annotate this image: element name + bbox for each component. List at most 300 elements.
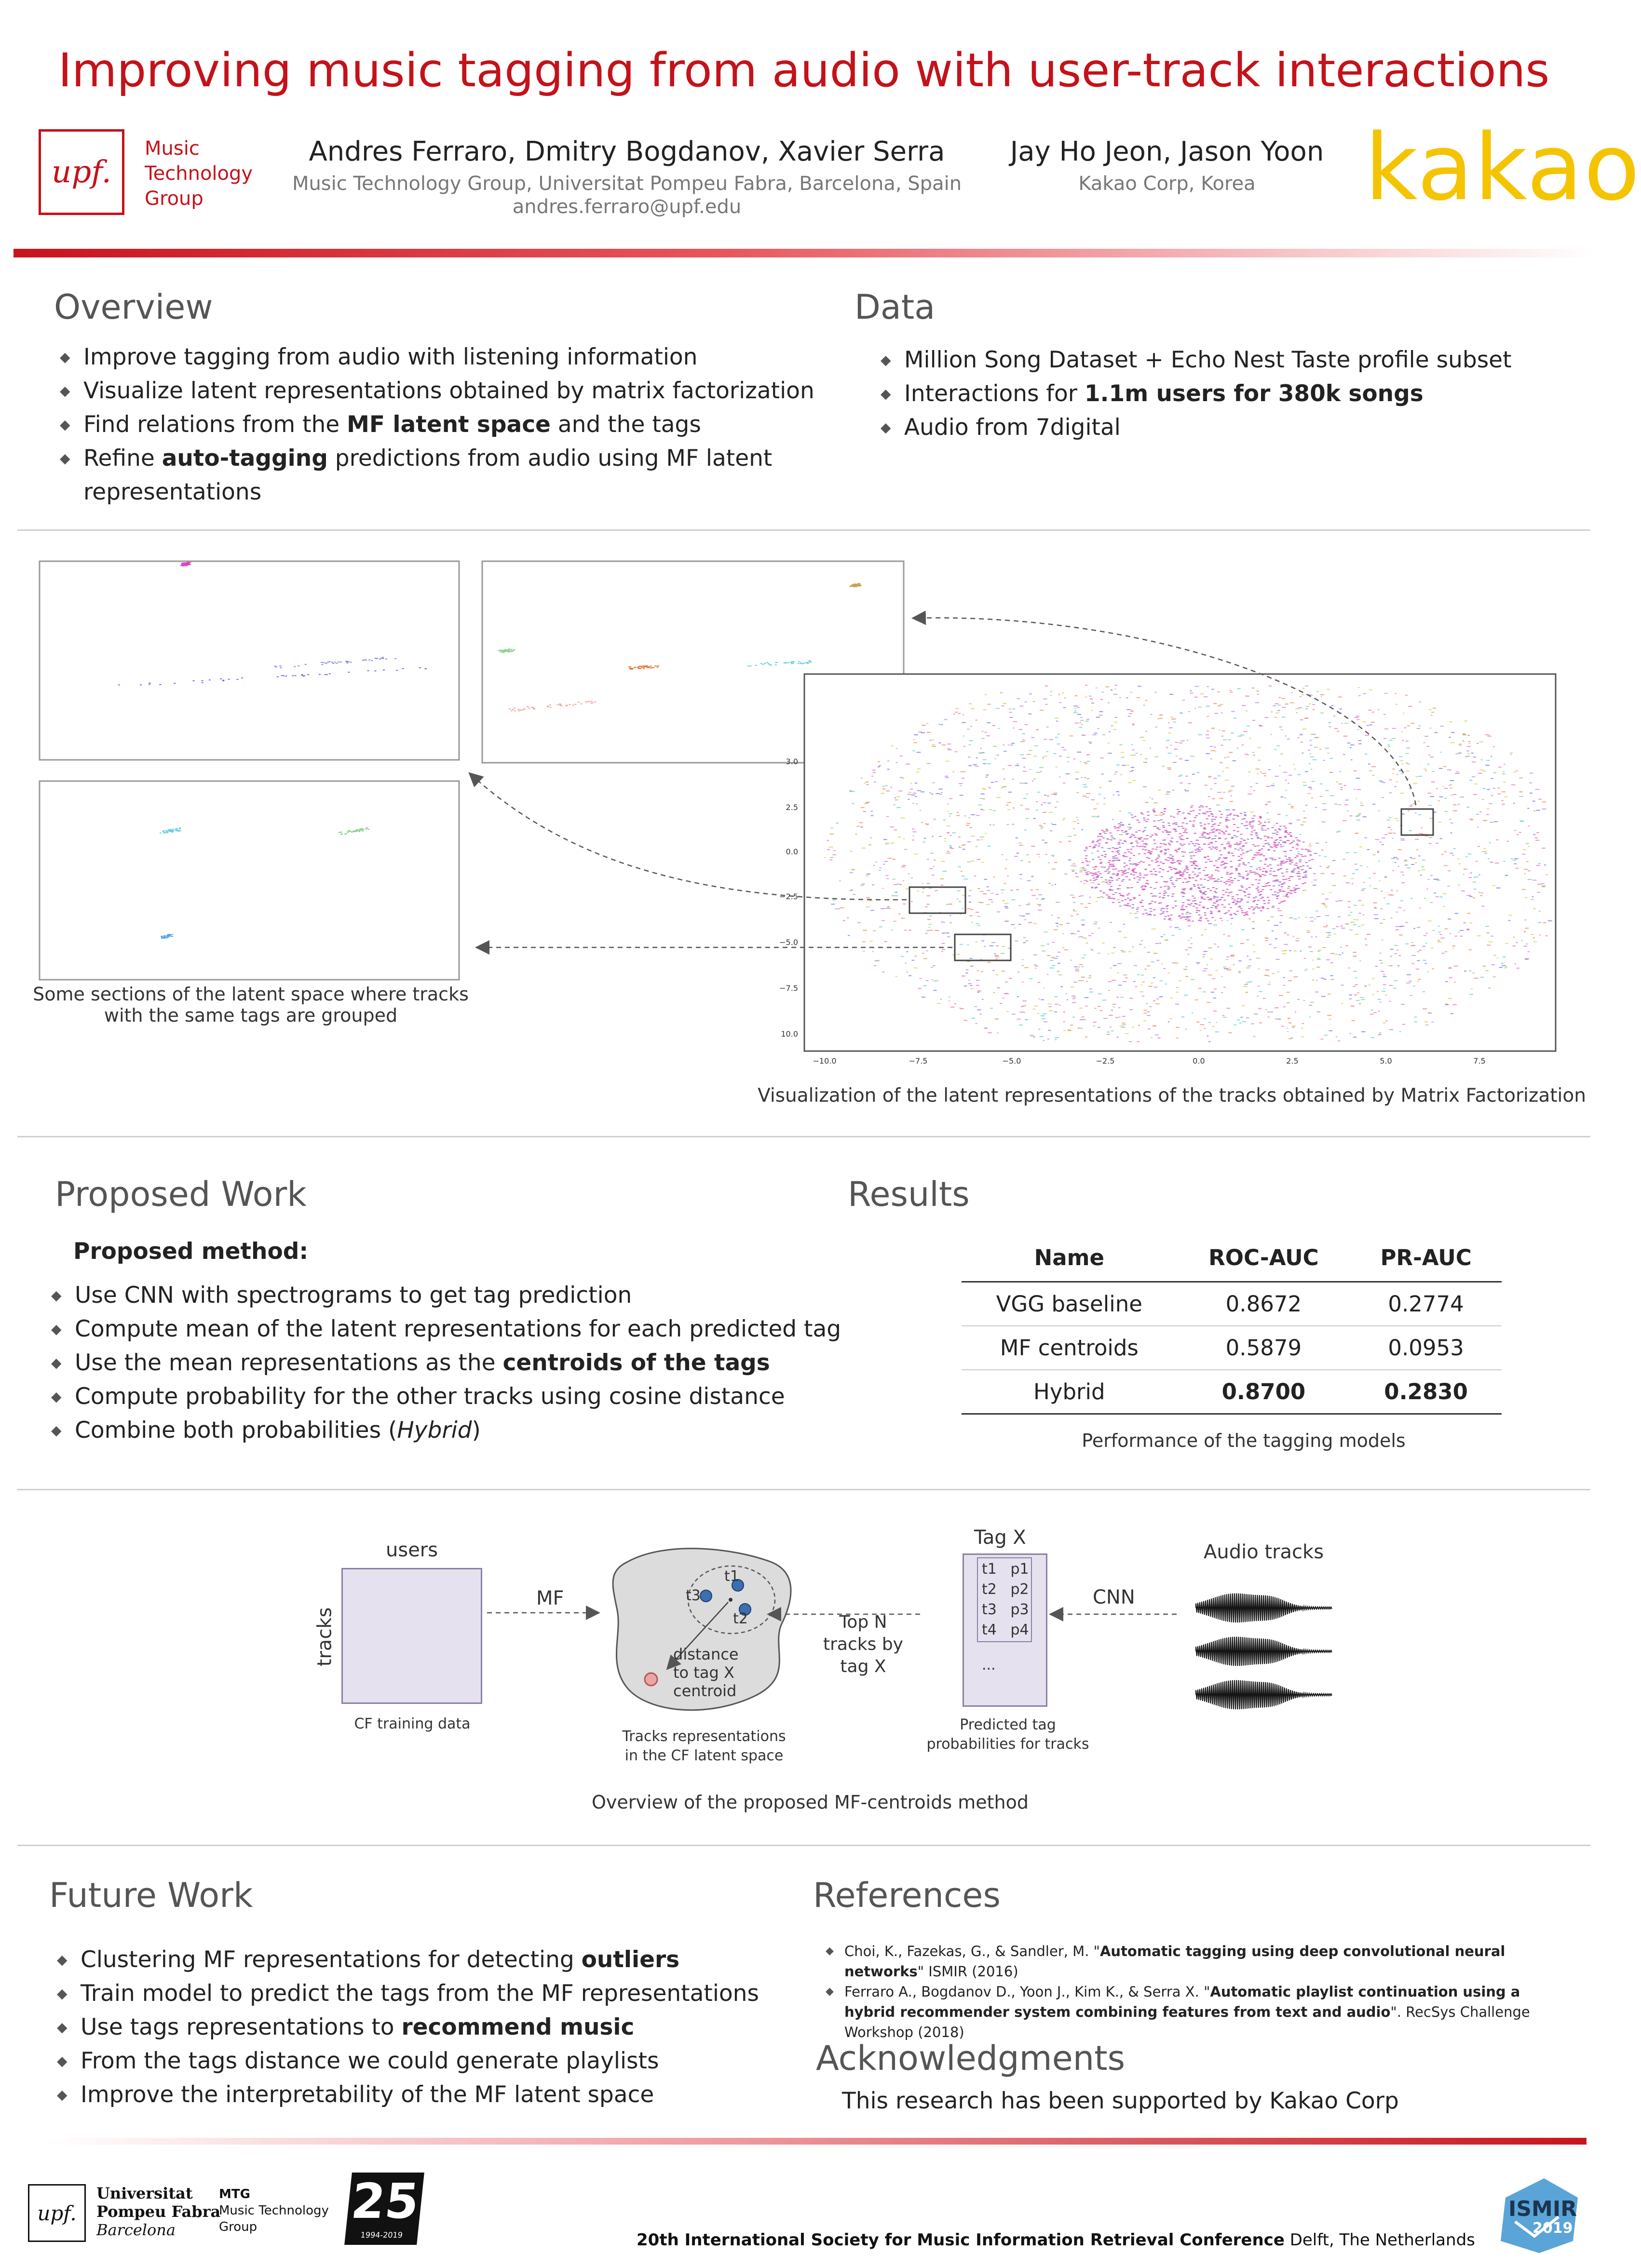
scatter-point — [996, 958, 998, 959]
scatter-point — [1111, 880, 1113, 881]
scatter-point — [1153, 953, 1158, 954]
scatter-point — [922, 842, 925, 843]
scatter-point — [1156, 847, 1158, 848]
scatter-point — [1408, 810, 1410, 811]
scatter-point — [1246, 875, 1248, 876]
scatter-point — [1258, 874, 1260, 875]
scatter-point — [1297, 820, 1300, 821]
panel-point — [185, 565, 187, 566]
scatter-point — [1064, 874, 1067, 875]
scatter-point — [1208, 877, 1210, 878]
scatter-point — [1343, 754, 1345, 755]
scatter-point — [875, 960, 878, 961]
scatter-point — [1178, 916, 1180, 917]
scatter-point — [1151, 860, 1153, 861]
scatter-point — [1043, 802, 1046, 803]
scatter-point — [1102, 881, 1105, 882]
scatter-point — [1536, 837, 1537, 838]
authors-left: Andres Ferraro, Dmitry Bogdanov, Xavier Serra — [309, 136, 945, 167]
scatter-point — [1194, 686, 1199, 687]
scatter-point — [1153, 888, 1156, 889]
scatter-point — [1332, 928, 1335, 929]
scatter-point — [1286, 861, 1288, 862]
scatter-point — [853, 894, 855, 895]
scatter-point — [912, 960, 914, 961]
scatter-point — [928, 924, 932, 925]
scatter-point — [1383, 984, 1386, 985]
scatter-point — [1335, 804, 1338, 805]
scatter-point — [891, 745, 894, 746]
scatter-point — [1397, 774, 1398, 775]
scatter-point — [1122, 855, 1125, 856]
scatter-point — [1283, 772, 1288, 773]
scatter-point — [1171, 837, 1173, 838]
mtg-line-2: Technology — [145, 162, 253, 185]
scatter-point — [1242, 862, 1245, 863]
centroid-point — [729, 1598, 732, 1602]
scatter-point — [1507, 841, 1509, 842]
scatter-point — [1068, 836, 1072, 837]
scatter-point — [1087, 871, 1090, 872]
scatter-point — [1394, 980, 1398, 981]
scatter-point — [1223, 868, 1226, 869]
scatter-point — [1098, 1006, 1100, 1007]
scatter-point — [1195, 852, 1197, 853]
scatter-point — [1422, 860, 1425, 861]
scatter-point — [1073, 902, 1076, 903]
scatter-point — [1045, 704, 1047, 705]
scatter-point — [1451, 1013, 1453, 1014]
scatter-point — [1063, 1030, 1066, 1031]
scatter-point — [1422, 866, 1424, 867]
scatter-point — [1231, 837, 1234, 838]
scatter-point — [1297, 876, 1299, 877]
scatter-point — [1515, 868, 1519, 869]
scatter-point — [1493, 772, 1496, 773]
scatter-point — [1466, 929, 1469, 930]
scatter-point — [977, 992, 979, 993]
panel-point — [364, 660, 366, 661]
scatter-point — [1230, 813, 1232, 814]
scatter-point — [1001, 705, 1004, 706]
scatter-point — [1412, 945, 1415, 946]
scatter-point — [1237, 827, 1239, 828]
y-tick-label: −7.5 — [779, 984, 798, 993]
scatter-point — [1306, 865, 1309, 866]
scatter-point — [1073, 997, 1076, 998]
scatter-point — [1247, 902, 1249, 903]
scatter-point — [1280, 846, 1282, 847]
scatter-point — [946, 825, 950, 826]
scatter-point — [1129, 827, 1132, 828]
x-tick-labels — [813, 1056, 1485, 1066]
scatter-point — [1160, 843, 1162, 844]
scatter-point — [1443, 906, 1445, 907]
scatter-point — [1218, 911, 1220, 912]
scatter-point — [1221, 745, 1223, 746]
scatter-point — [1071, 960, 1072, 961]
scatter-point — [1185, 760, 1189, 761]
scatter-point — [1264, 843, 1267, 844]
scatter-point — [1056, 956, 1058, 957]
scatter-point — [881, 908, 884, 909]
scatter-point — [1122, 765, 1126, 766]
scatter-point — [871, 815, 874, 816]
scatter-point — [1444, 788, 1448, 789]
scatter-point — [1296, 873, 1298, 874]
scatter-point — [1179, 758, 1182, 759]
scatter-point — [1194, 697, 1197, 698]
scatter-point — [1203, 991, 1206, 992]
scatter-point — [1363, 693, 1366, 694]
scatter-point — [1303, 1000, 1305, 1001]
scatter-point — [967, 841, 971, 842]
scatter-point — [1246, 711, 1248, 712]
scatter-point — [1215, 751, 1216, 752]
scatter-point — [1085, 858, 1087, 859]
scatter-point — [1115, 868, 1117, 869]
scatter-point — [1132, 725, 1134, 726]
panel-point — [786, 662, 787, 663]
scatter-point — [1343, 736, 1348, 737]
scatter-point — [1334, 860, 1335, 861]
scatter-point — [1493, 746, 1495, 747]
scatter-point — [922, 888, 925, 889]
scatter-point — [1397, 965, 1399, 966]
scatter-point — [1070, 894, 1074, 895]
scatter-point — [1208, 847, 1211, 848]
scatter-point — [1288, 834, 1290, 835]
scatter-point — [1277, 895, 1279, 896]
scatter-point — [1314, 918, 1316, 919]
scatter-point — [1526, 944, 1528, 945]
y-tick-label: 0.0 — [786, 847, 798, 856]
scatter-point — [1459, 743, 1461, 744]
scatter-point — [1247, 839, 1249, 840]
scatter-point — [1140, 837, 1142, 838]
scatter-point — [1256, 888, 1258, 889]
scatter-point — [1182, 905, 1184, 906]
scatter-point — [1202, 833, 1204, 834]
scatter-point — [1231, 853, 1234, 854]
scatter-point — [1108, 896, 1110, 897]
scatter-point — [1180, 826, 1183, 827]
footer-upf-logo-text: upf. — [37, 2201, 77, 2225]
scatter-point — [1222, 771, 1223, 772]
cell: 0.5879 — [1177, 1326, 1351, 1370]
scatter-point — [1008, 792, 1012, 793]
scatter-point — [1211, 689, 1214, 690]
scatter-point — [1234, 835, 1236, 836]
scatter-point — [983, 763, 986, 764]
scatter-point — [1214, 903, 1216, 904]
scatter-point — [1291, 1037, 1293, 1038]
scatter-point — [1085, 763, 1088, 764]
panel-point — [285, 675, 287, 676]
scatter-point — [1284, 841, 1287, 842]
scatter-point — [1019, 705, 1023, 706]
scatter-point — [1324, 1035, 1328, 1036]
scatter-point — [1245, 992, 1248, 993]
scatter-point — [1125, 856, 1127, 857]
scatter-point — [1528, 951, 1530, 952]
scatter-point — [1114, 855, 1117, 856]
scatter-point — [1081, 919, 1085, 920]
scatter-point — [1296, 938, 1300, 939]
scatter-point — [1170, 862, 1173, 863]
scatter-point — [1267, 812, 1269, 813]
scatter-point — [1400, 793, 1404, 794]
scatter-point — [946, 904, 949, 905]
scatter-point — [1195, 840, 1198, 841]
scatter-point — [988, 846, 991, 847]
scatter-point — [1108, 702, 1110, 703]
scatter-point — [1276, 834, 1278, 835]
scatter-point — [1462, 734, 1466, 735]
panel-point — [362, 829, 364, 830]
panel-point — [187, 562, 189, 563]
scatter-point — [1390, 895, 1394, 896]
panel-point — [656, 667, 658, 668]
scatter-point — [1049, 812, 1053, 813]
scatter-point — [1170, 915, 1173, 916]
scatter-point — [1151, 835, 1153, 836]
scatter-point — [1072, 821, 1076, 822]
scatter-point — [894, 804, 895, 805]
scatter-point — [1458, 772, 1460, 773]
scatter-point — [1108, 880, 1111, 881]
scatter-point — [1241, 912, 1244, 913]
scatter-point — [1302, 782, 1306, 783]
scatter-point — [1311, 881, 1313, 882]
scatter-point — [1432, 771, 1435, 772]
scatter-point — [1279, 891, 1282, 892]
scatter-point — [1227, 756, 1229, 757]
scatter-point — [1038, 894, 1042, 895]
scatter-point — [850, 851, 853, 852]
scatter-point — [1041, 999, 1044, 1000]
scatter-point — [1396, 859, 1399, 860]
scatter-point — [982, 999, 984, 1000]
scatter-point — [1255, 702, 1259, 703]
scatter-point — [1102, 837, 1105, 838]
scatter-point — [1228, 910, 1230, 911]
scatter-point — [1086, 981, 1088, 982]
panel-point — [531, 707, 533, 708]
scatter-point — [1091, 933, 1093, 934]
scatter-point — [1379, 880, 1381, 881]
scatter-point — [1280, 862, 1283, 863]
scatter-point — [1261, 853, 1263, 854]
panel-point — [591, 701, 593, 702]
scatter-point — [1073, 705, 1078, 706]
scatter-point — [1433, 879, 1438, 880]
scatter-point — [1228, 968, 1230, 969]
scatter-point — [1252, 821, 1255, 822]
scatter-point — [971, 708, 975, 709]
scatter-point — [1183, 851, 1186, 852]
scatter-point — [1025, 809, 1030, 810]
scatter-point — [994, 953, 996, 954]
scatter-point — [1058, 963, 1060, 964]
scatter-point — [1087, 865, 1089, 866]
scatter-point — [1304, 875, 1307, 876]
scatter-point — [970, 966, 973, 967]
scatter-point — [1525, 958, 1529, 959]
scatter-point — [1194, 833, 1196, 834]
scatter-point — [1423, 1008, 1427, 1009]
panel-point — [747, 665, 749, 666]
panel-point — [803, 662, 805, 663]
scatter-point — [1519, 796, 1523, 797]
scatter-point — [1144, 909, 1147, 910]
scatter-point — [1142, 877, 1145, 878]
scatter-point — [886, 816, 889, 817]
scatter-point — [1198, 707, 1202, 708]
scatter-point — [952, 954, 954, 955]
scatter-point — [1351, 878, 1354, 879]
scatter-point — [1355, 934, 1359, 935]
scatter-point — [1192, 921, 1194, 922]
panel-point — [631, 669, 633, 670]
scatter-point — [1201, 898, 1203, 899]
scatter-point — [1075, 873, 1077, 874]
scatter-point — [1025, 1019, 1028, 1020]
scatter-point — [1260, 891, 1262, 892]
scatter-point — [1168, 1021, 1169, 1022]
scatter-point — [1443, 786, 1444, 787]
scatter-point — [944, 719, 947, 720]
scatter-point — [1170, 880, 1172, 881]
scatter-point — [1259, 991, 1262, 992]
scatter-point — [1022, 1012, 1025, 1013]
scatter-point — [1086, 793, 1090, 794]
scatter-point — [926, 904, 930, 905]
scatter-point — [1528, 825, 1529, 826]
scatter-point — [879, 867, 881, 868]
panel-point — [359, 828, 361, 829]
scatter-point — [1483, 848, 1486, 849]
scatter-point — [933, 990, 936, 991]
scatter-point — [996, 708, 1000, 709]
scatter-point — [829, 834, 833, 835]
scatter-point — [1298, 917, 1300, 918]
scatter-point — [1139, 944, 1142, 945]
scatter-point — [976, 923, 979, 924]
scatter-point — [1215, 1031, 1219, 1032]
overview-item: ◆ Improve tagging from audio with listening information — [57, 340, 828, 374]
scatter-point — [1226, 874, 1228, 875]
scatter-point — [1268, 769, 1270, 770]
ellipsis-label: ... — [982, 1657, 996, 1674]
scatter-point — [1194, 864, 1197, 865]
scatter-point — [1476, 814, 1479, 815]
scatter-point — [1145, 913, 1148, 914]
panel-point — [149, 684, 150, 685]
scatter-point — [1279, 840, 1282, 841]
scatter-point — [1353, 919, 1356, 920]
scatter-point — [1237, 1019, 1240, 1020]
scatter-point — [1230, 891, 1233, 892]
scatter-point — [1103, 832, 1105, 833]
scatter-point — [1234, 844, 1236, 845]
scatter-point — [1288, 775, 1292, 776]
scatter-point — [1121, 875, 1124, 876]
scatter-point — [1247, 755, 1249, 756]
scatter-point — [885, 785, 888, 786]
scatter-point — [1248, 862, 1250, 863]
scatter-point — [1252, 909, 1255, 910]
scatter-point — [1306, 706, 1308, 707]
scatter-point — [1324, 856, 1327, 857]
scatter-point — [830, 857, 834, 858]
scatter-point — [1287, 739, 1290, 740]
scatter-point — [1197, 844, 1200, 845]
scatter-point — [949, 798, 952, 799]
panel-point — [164, 935, 166, 936]
scatter-point — [1452, 945, 1455, 946]
scatter-point — [1290, 835, 1292, 836]
scatter-point — [1244, 814, 1246, 815]
scatter-point — [1284, 836, 1287, 837]
scatter-point — [1133, 878, 1136, 879]
scatter-point — [1365, 754, 1368, 755]
scatter-point — [1268, 844, 1270, 845]
scatter-point — [1291, 872, 1295, 873]
scatter-point — [1496, 888, 1500, 889]
scatter-point — [1102, 943, 1105, 944]
scatter-point — [1146, 835, 1149, 836]
scatter-point — [1006, 805, 1008, 806]
scatter-point — [1523, 945, 1527, 946]
scatter-point — [1240, 885, 1243, 886]
scatter-point — [927, 859, 929, 860]
scatter-point — [1127, 898, 1129, 899]
scatter-point — [1389, 985, 1393, 986]
scatter-point — [1411, 955, 1415, 956]
scatter-point — [1233, 964, 1235, 965]
x-tick-label: −5.0 — [1002, 1056, 1021, 1066]
scatter-point — [1160, 819, 1163, 820]
scatter-point — [1248, 981, 1252, 982]
scatter-point — [1241, 929, 1244, 930]
scatter-point — [1163, 895, 1166, 896]
scatter-point — [1455, 936, 1457, 937]
scatter-point — [1385, 1020, 1387, 1021]
scatter-point — [1392, 769, 1395, 770]
scatter-point — [1118, 844, 1120, 845]
scatter-point — [1081, 829, 1083, 830]
scatter-point — [1448, 998, 1452, 999]
scatter-point — [1172, 935, 1175, 936]
scatter-point — [1312, 980, 1314, 981]
scatter-point — [1219, 829, 1221, 830]
scatter-point — [1357, 729, 1359, 730]
prediction-pairs — [982, 1559, 1029, 1640]
scatter-point — [886, 790, 890, 791]
scatter-point — [1184, 818, 1186, 819]
scatter-point — [1254, 900, 1256, 901]
scatter-point — [1309, 740, 1312, 741]
scatter-point — [1220, 918, 1222, 919]
scatter-point — [1328, 994, 1330, 995]
scatter-point — [1080, 881, 1082, 882]
scatter-point — [1010, 890, 1013, 891]
scatter-point — [1280, 863, 1282, 864]
scatter-point — [1431, 782, 1435, 783]
scatter-point — [912, 750, 915, 751]
scatter-point — [1350, 744, 1354, 745]
